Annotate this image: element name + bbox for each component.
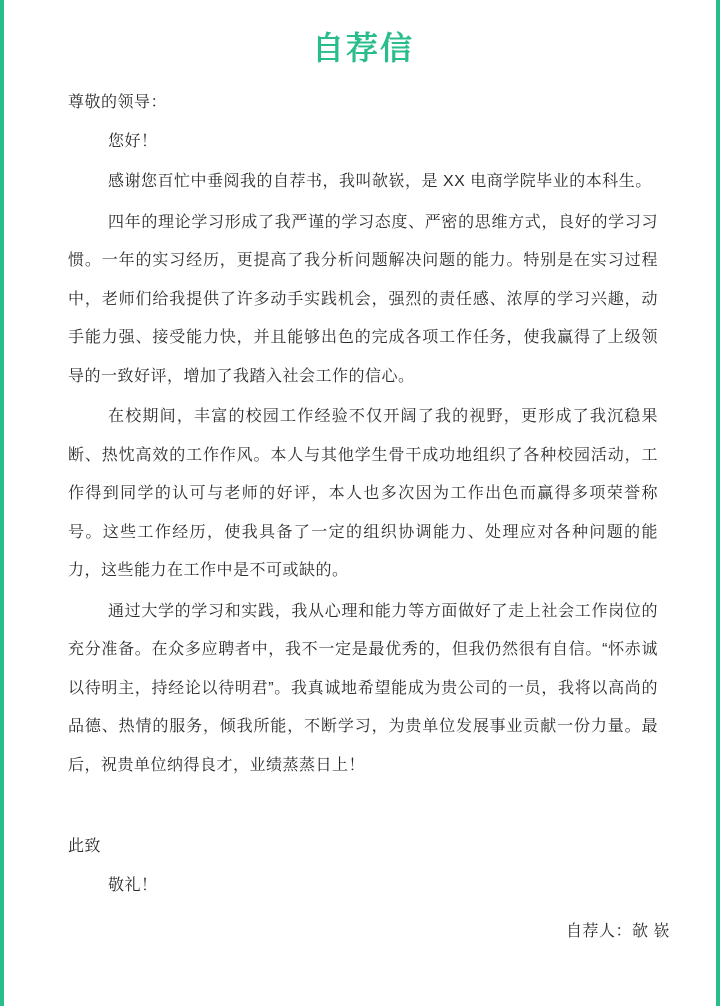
- signature-label: 自荐人：: [566, 923, 633, 940]
- signature-line: [68, 913, 670, 952]
- salutation-line: 尊敬的领导：: [68, 94, 168, 111]
- signature-name: 欹 嵚: [632, 923, 670, 940]
- letter-content: [0, 24, 720, 952]
- paragraph-aspiration: 通过大学的学习和实践，我从心理和能力等方面做好了走上社会工作岗位的充分准备。在众多应聘者中，我不一定是最优秀的，但我仍然很有自信。“怀赤诚以待明主，持经论以待明君”。我真诚地希望能成为贵公司的一员，我将以高尚的品德、热情的服务，倾我所能，不断学习，为贵单位发展事业贡献一份力量。最后，祝贵单位纳得良才，业绩蒸蒸日上！: [68, 602, 658, 774]
- closing-line: 此致: [68, 838, 102, 855]
- letter-title: 自荐信: [311, 30, 414, 66]
- greeting-line: 您好！: [108, 132, 158, 150]
- paragraph-study: 四年的理论学习形成了我严谨的学习态度、严密的思维方式，良好的学习习惯。一年的实习经历，更提高了我分析问题解决问题的能力。特别是在实习过程中，老师们给我提供了许多动手实践机会，强烈的责任感、浓厚的学习兴趣，动手能力强、接受能力快，并且能够出色的完成各项工作任务，使我赢得了上级领导的一致好评，增加了我踏入社会工作的信心。: [68, 213, 658, 385]
- salute-line: 敬礼！: [108, 876, 158, 894]
- paragraph-campus: 在校期间，丰富的校园工作经验不仅开阔了我的视野，更形成了我沉稳果断、热忱高效的工作作风。本人与其他学生骨干成功地组织了各种校园活动，工作得到同学的认可与老师的好评，本人也多次因为工作出色而赢得多项荣誉称号。这些工作经历，使我具备了一定的组织协调能力、处理应对各种问题的能力，这些能力在工作中是不可或缺的。: [68, 408, 658, 579]
- paragraph-intro: 感谢您百忙中垂阅我的自荐书，我叫欹嵚，是 XX 电商学院毕业的本科生。: [108, 173, 652, 190]
